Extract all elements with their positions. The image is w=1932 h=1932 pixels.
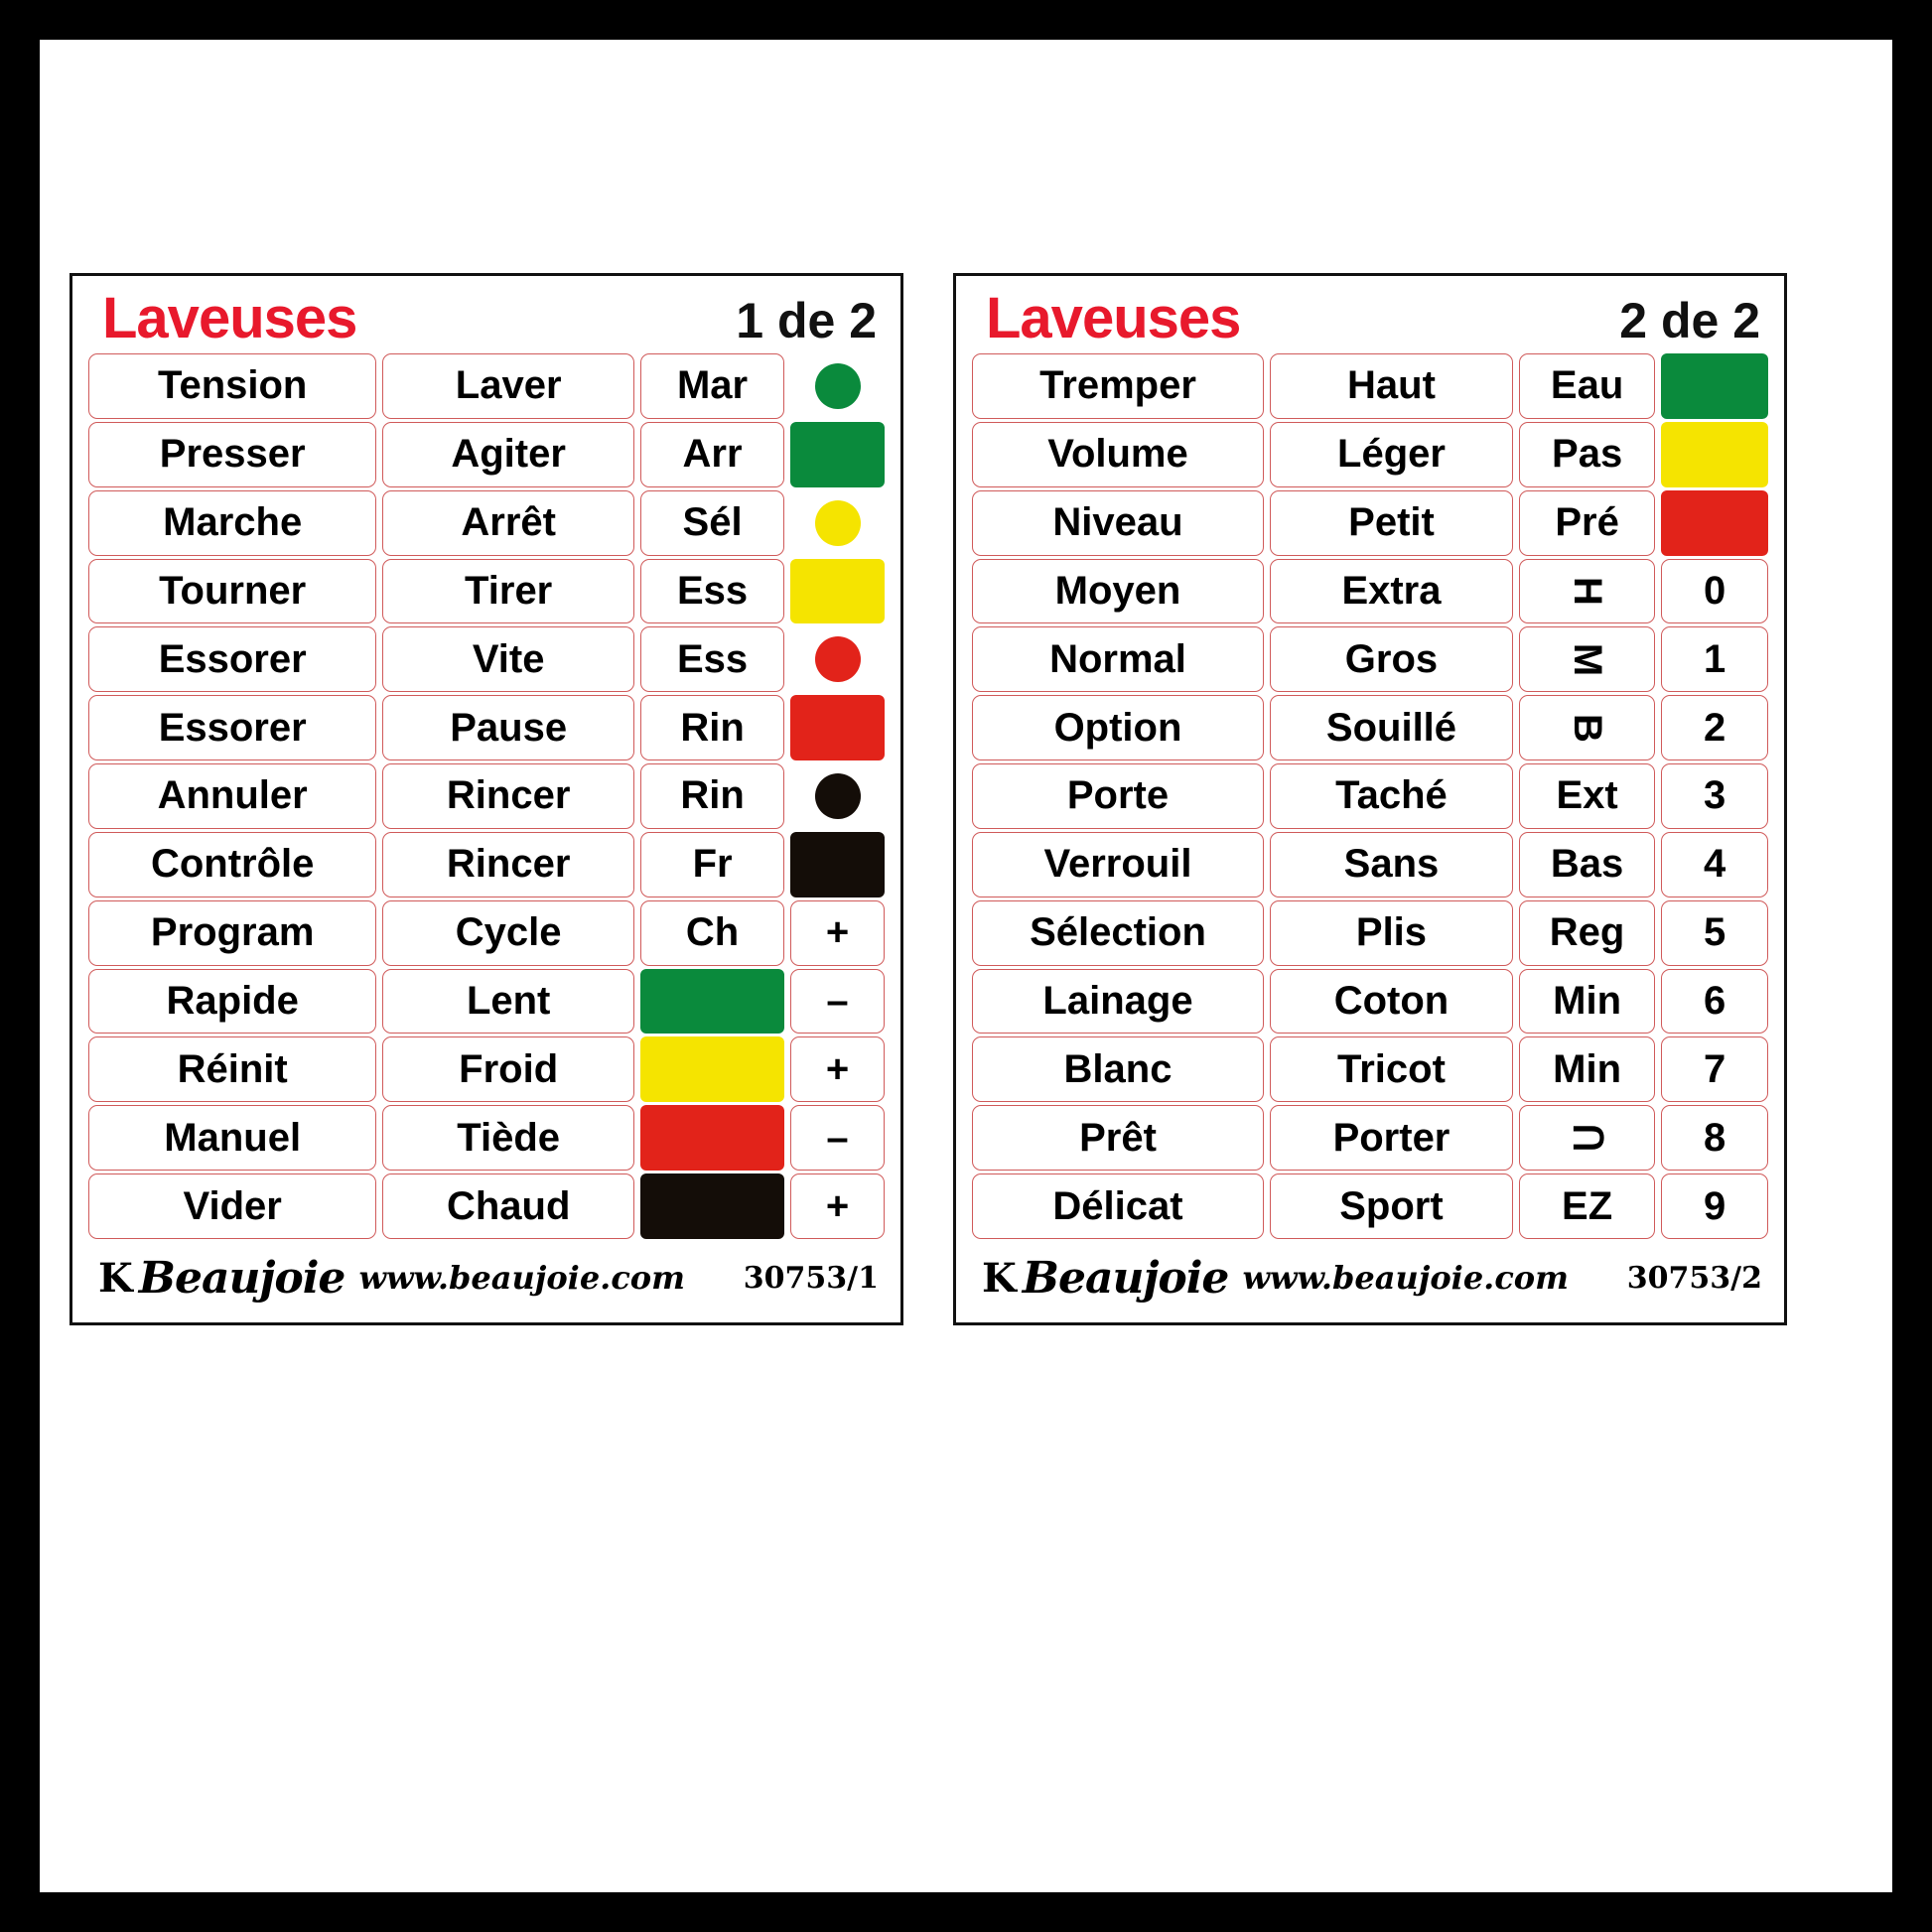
sheet-1-header — [88, 286, 885, 353]
table-row — [972, 1173, 1768, 1239]
table-row — [88, 832, 885, 897]
dot-icon — [815, 363, 861, 409]
label-cell: Rapide — [88, 969, 376, 1035]
table-row — [972, 763, 1768, 829]
symbol-cell: – — [790, 969, 885, 1035]
color-dot — [790, 490, 885, 556]
symbol-cell: 0 — [1661, 559, 1768, 624]
table-row — [88, 1173, 885, 1239]
label-cell: Petit — [1270, 490, 1513, 556]
rotated-symbol: ᑎ — [1565, 1123, 1609, 1153]
color-swatch — [640, 1036, 784, 1102]
color-swatch — [1661, 490, 1768, 556]
table-row — [972, 900, 1768, 966]
table-row — [88, 969, 885, 1035]
table-row — [972, 626, 1768, 692]
sheet-1-rows — [88, 353, 885, 1239]
symbol-cell: 4 — [1661, 832, 1768, 897]
sheet-2-code: 30753/2 — [1626, 1260, 1762, 1296]
table-row — [972, 1036, 1768, 1102]
sheet-2-footer — [972, 1239, 1768, 1312]
label-cell: Rin — [640, 695, 784, 760]
table-row — [972, 559, 1768, 624]
label-sheet-1 — [69, 273, 903, 1325]
label-cell: Tension — [88, 353, 376, 419]
color-swatch — [790, 695, 885, 760]
color-dot — [790, 763, 885, 829]
sheet-2-count: 2 de 2 — [1619, 293, 1760, 348]
brand-mark-icon: K — [98, 1254, 133, 1302]
label-cell: Arrêt — [382, 490, 634, 556]
color-dot — [790, 353, 885, 419]
label-cell: Pause — [382, 695, 634, 760]
label-cell: Chaud — [382, 1173, 634, 1239]
color-swatch — [640, 1105, 784, 1171]
symbol-cell: + — [790, 1036, 885, 1102]
table-row — [88, 763, 885, 829]
table-row — [88, 1036, 885, 1102]
color-swatch — [1661, 353, 1768, 419]
label-cell: Porter — [1270, 1105, 1513, 1171]
brand-logo — [98, 1253, 345, 1304]
table-row — [972, 1105, 1768, 1171]
table-row — [88, 422, 885, 487]
symbol-cell: 7 — [1661, 1036, 1768, 1102]
label-cell: Prêt — [972, 1105, 1264, 1171]
label-cell: Reg — [1519, 900, 1655, 966]
label-cell: Fr — [640, 832, 784, 897]
label-cell: Moyen — [972, 559, 1264, 624]
label-cell: Tricot — [1270, 1036, 1513, 1102]
rotated-symbol: M — [1566, 642, 1610, 676]
label-cell: Froid — [382, 1036, 634, 1102]
label-cell: Délicat — [972, 1173, 1264, 1239]
sheet-1-footer — [88, 1239, 885, 1312]
table-row — [972, 695, 1768, 760]
label-cell: Plis — [1270, 900, 1513, 966]
label-cell: Mar — [640, 353, 784, 419]
color-swatch — [640, 1173, 784, 1239]
label-cell: Tremper — [972, 353, 1264, 419]
label-cell: Ess — [640, 626, 784, 692]
color-swatch — [640, 969, 784, 1035]
table-row — [972, 490, 1768, 556]
label-cell: Souillé — [1270, 695, 1513, 760]
label-cell: Option — [972, 695, 1264, 760]
symbol-cell: 5 — [1661, 900, 1768, 966]
label-cell: Sélection — [972, 900, 1264, 966]
sheet-1-code: 30753/1 — [743, 1260, 879, 1296]
symbol-cell: 3 — [1661, 763, 1768, 829]
label-cell: Eau — [1519, 353, 1655, 419]
brand-name: Beaujoie — [138, 1252, 345, 1304]
label-cell: Verrouil — [972, 832, 1264, 897]
label-cell: Min — [1519, 969, 1655, 1035]
label-cell: Sél — [640, 490, 784, 556]
symbol-cell: + — [790, 1173, 885, 1239]
label-cell: Ch — [640, 900, 784, 966]
label-cell: Contrôle — [88, 832, 376, 897]
label-cell: Agiter — [382, 422, 634, 487]
label-cell: Bas — [1519, 832, 1655, 897]
label-cell: Pas — [1519, 422, 1655, 487]
label-cell: Réinit — [88, 1036, 376, 1102]
label-cell: Ext — [1519, 763, 1655, 829]
sheet-2-rows — [972, 353, 1768, 1239]
website-url: www.beaujoie.com — [1242, 1259, 1569, 1297]
sheet-2-title: Laveuses — [986, 286, 1241, 350]
brand-logo — [982, 1253, 1228, 1304]
color-swatch — [1661, 422, 1768, 487]
color-dot — [790, 626, 885, 692]
label-cell: Sport — [1270, 1173, 1513, 1239]
table-row — [88, 626, 885, 692]
label-cell: Cycle — [382, 900, 634, 966]
dot-icon — [815, 636, 861, 682]
sheet-1-title: Laveuses — [102, 286, 357, 350]
table-row — [88, 695, 885, 760]
label-cell: Marche — [88, 490, 376, 556]
color-swatch — [790, 832, 885, 897]
symbol-cell: 8 — [1661, 1105, 1768, 1171]
rotated-symbol-cell — [1519, 695, 1655, 760]
symbol-cell: 6 — [1661, 969, 1768, 1035]
label-cell: Arr — [640, 422, 784, 487]
label-cell: Volume — [972, 422, 1264, 487]
label-cell: Lent — [382, 969, 634, 1035]
label-cell: Lainage — [972, 969, 1264, 1035]
label-cell: EZ — [1519, 1173, 1655, 1239]
label-cell: Coton — [1270, 969, 1513, 1035]
color-swatch — [790, 559, 885, 624]
label-cell: Program — [88, 900, 376, 966]
table-row — [88, 490, 885, 556]
rotated-symbol-cell — [1519, 626, 1655, 692]
label-sheet-2 — [953, 273, 1787, 1325]
label-cell: Niveau — [972, 490, 1264, 556]
label-sheets-container — [69, 273, 1787, 1325]
brand-mark-icon: K — [982, 1254, 1017, 1302]
table-row — [972, 353, 1768, 419]
label-cell: Léger — [1270, 422, 1513, 487]
label-cell: Essorer — [88, 626, 376, 692]
label-cell: Tiède — [382, 1105, 634, 1171]
label-cell: Vite — [382, 626, 634, 692]
label-cell: Taché — [1270, 763, 1513, 829]
rotated-symbol-cell — [1519, 1105, 1655, 1171]
symbol-cell: + — [790, 900, 885, 966]
rotated-symbol: B — [1566, 713, 1610, 743]
label-cell: Blanc — [972, 1036, 1264, 1102]
sheet-2-header — [972, 286, 1768, 353]
label-cell: Vider — [88, 1173, 376, 1239]
label-cell: Pré — [1519, 490, 1655, 556]
label-cell: Haut — [1270, 353, 1513, 419]
table-row — [88, 353, 885, 419]
brand-name: Beaujoie — [1022, 1252, 1229, 1304]
label-cell: Normal — [972, 626, 1264, 692]
website-url: www.beaujoie.com — [358, 1259, 685, 1297]
label-cell: Rin — [640, 763, 784, 829]
dot-icon — [815, 500, 861, 546]
table-row — [972, 422, 1768, 487]
symbol-cell: 9 — [1661, 1173, 1768, 1239]
label-cell: Manuel — [88, 1105, 376, 1171]
symbol-cell: 2 — [1661, 695, 1768, 760]
rotated-symbol: H — [1566, 577, 1610, 606]
dot-icon — [815, 773, 861, 819]
symbol-cell: 1 — [1661, 626, 1768, 692]
label-cell: Ess — [640, 559, 784, 624]
table-row — [88, 1105, 885, 1171]
symbol-cell: – — [790, 1105, 885, 1171]
label-cell: Rincer — [382, 832, 634, 897]
sheet-1-count: 1 de 2 — [736, 293, 877, 348]
label-cell: Tirer — [382, 559, 634, 624]
label-cell: Essorer — [88, 695, 376, 760]
rotated-symbol-cell — [1519, 559, 1655, 624]
label-cell: Tourner — [88, 559, 376, 624]
label-cell: Laver — [382, 353, 634, 419]
label-cell: Presser — [88, 422, 376, 487]
table-row — [972, 969, 1768, 1035]
label-cell: Annuler — [88, 763, 376, 829]
table-row — [88, 559, 885, 624]
label-cell: Min — [1519, 1036, 1655, 1102]
table-row — [972, 832, 1768, 897]
label-cell: Gros — [1270, 626, 1513, 692]
label-cell: Porte — [972, 763, 1264, 829]
label-cell: Rincer — [382, 763, 634, 829]
label-cell: Extra — [1270, 559, 1513, 624]
label-cell: Sans — [1270, 832, 1513, 897]
table-row — [88, 900, 885, 966]
color-swatch — [790, 422, 885, 487]
